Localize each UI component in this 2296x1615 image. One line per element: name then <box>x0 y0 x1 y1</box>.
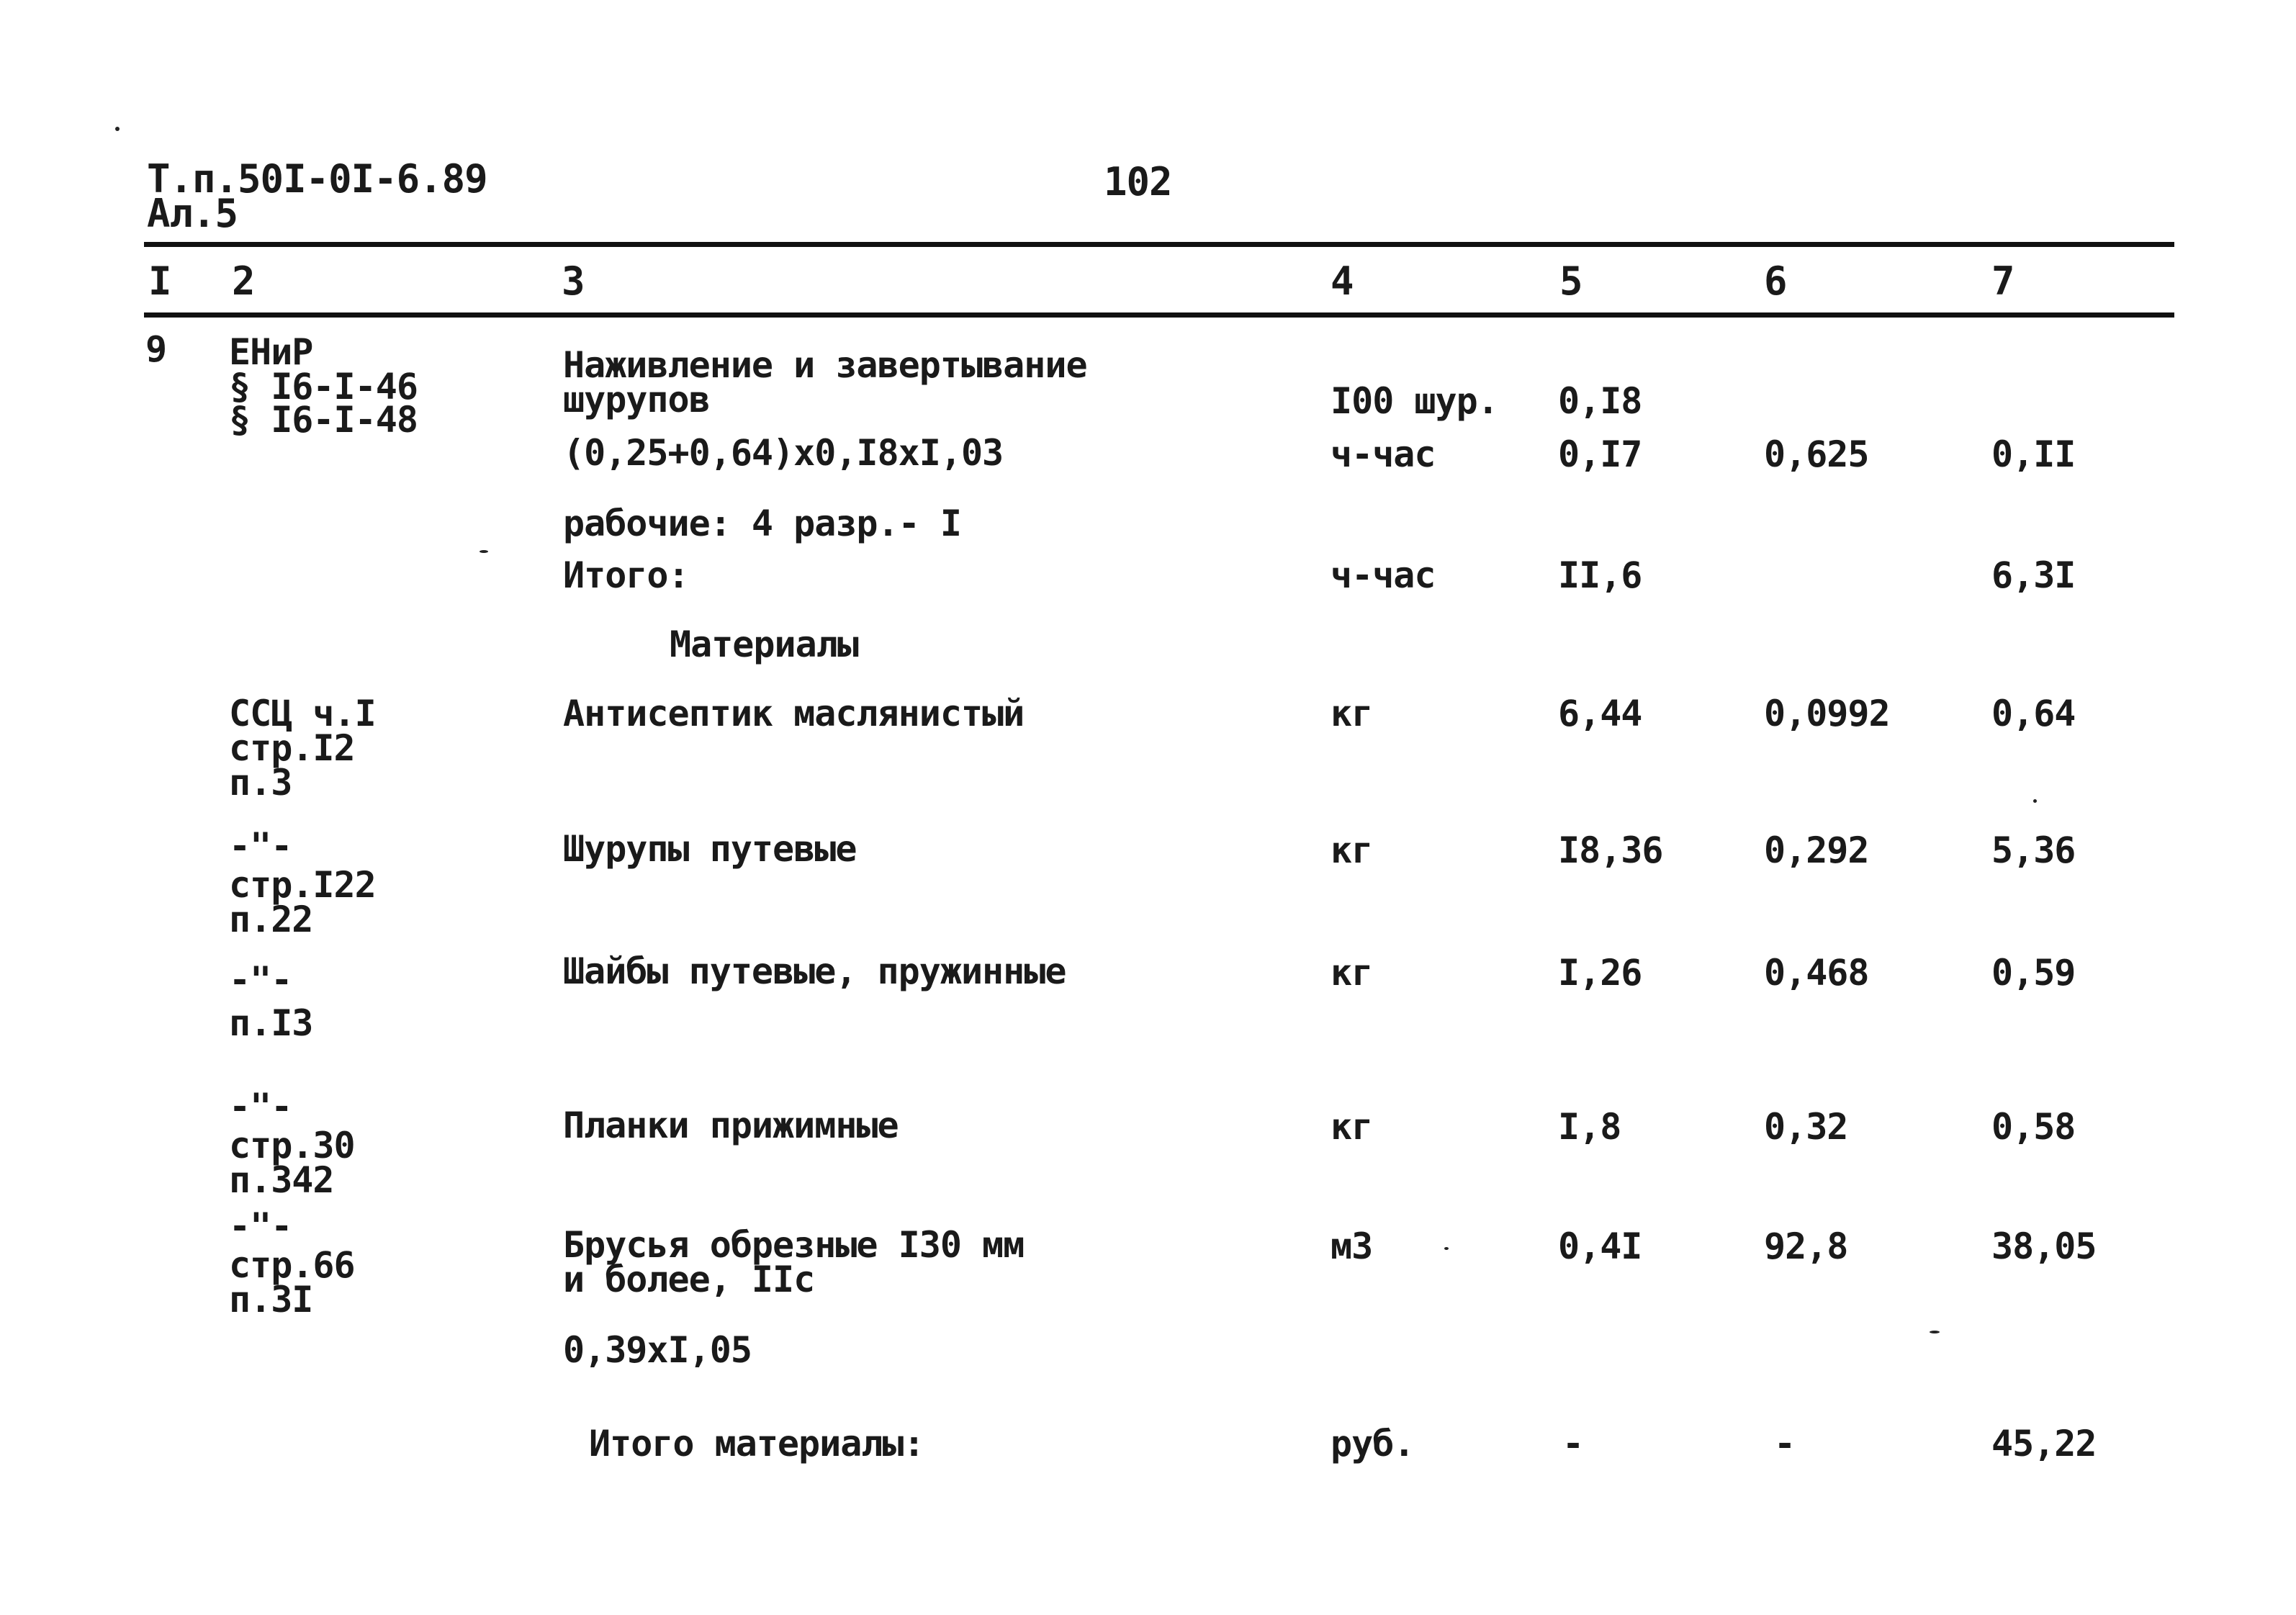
column-header-4: 4 <box>1331 258 1354 304</box>
total: 0,II <box>1991 433 2076 475</box>
scan-speck <box>115 127 120 131</box>
reference-line: -"- <box>229 1205 292 1247</box>
material-name: Планки прижимные <box>563 1105 899 1146</box>
total: 0,59 <box>1991 952 2076 994</box>
reference-line: -"- <box>229 825 292 867</box>
material-name: Шайбы путевые, пружинные <box>563 950 1066 992</box>
subtotal-label: Итого: <box>563 554 689 596</box>
total: 5,36 <box>1991 829 2076 871</box>
table-top-rule <box>144 242 2174 247</box>
unit: м3 <box>1331 1225 1373 1267</box>
unit: ч-час <box>1331 433 1436 475</box>
unit-price: 0,0992 <box>1764 693 1890 734</box>
quantity: I,8 <box>1558 1106 1621 1148</box>
scan-speck <box>480 550 488 553</box>
quantity: 0,4I <box>1558 1225 1642 1267</box>
material-name: и более, IIс <box>563 1259 815 1300</box>
quantity: 0,I8 <box>1558 380 1642 422</box>
document-code-line2: Ал.5 <box>147 191 238 236</box>
unit: руб. <box>1331 1423 1415 1465</box>
unit: кг <box>1331 952 1373 994</box>
unit: кг <box>1331 693 1373 734</box>
column-header-3: 3 <box>562 258 585 304</box>
scan-speck <box>2033 799 2037 803</box>
unit: I00 шур. <box>1331 380 1498 422</box>
total: 45,22 <box>1991 1423 2097 1465</box>
total: 38,05 <box>1991 1225 2097 1267</box>
table-header-rule <box>144 312 2174 318</box>
quantity: I8,36 <box>1558 829 1663 871</box>
column-header-5: 5 <box>1559 258 1583 304</box>
material-name: Шурупы путевые <box>563 828 857 870</box>
reference-line: -"- <box>229 1086 292 1128</box>
quantity: - <box>1562 1423 1584 1465</box>
unit-price: 92,8 <box>1764 1225 1848 1267</box>
unit: кг <box>1331 829 1373 871</box>
reference-line: § I6-I-46 <box>229 366 418 408</box>
material-name: Антисептик маслянистый <box>563 693 1025 734</box>
work-description: Наживление и завертывание <box>563 344 1087 386</box>
total: 0,58 <box>1991 1106 2076 1148</box>
section-heading: Материалы <box>670 624 858 665</box>
formula: 0,39хI,05 <box>563 1329 752 1371</box>
row-number: 9 <box>145 328 167 370</box>
column-header-1: I <box>148 258 171 304</box>
total: 0,64 <box>1991 693 2076 734</box>
reference-line: стр.66 <box>229 1244 355 1286</box>
workers-note: рабочие: 4 разр.- I <box>563 503 961 544</box>
unit-price: - <box>1774 1423 1796 1465</box>
quantity: II,6 <box>1558 554 1642 596</box>
unit: ч-час <box>1331 554 1436 596</box>
reference-line: п.342 <box>229 1159 334 1201</box>
column-header-7: 7 <box>1991 258 2014 304</box>
total: 6,3I <box>1991 554 2076 596</box>
reference-line: стр.I22 <box>229 864 376 906</box>
unit-price: 0,292 <box>1764 829 1869 871</box>
scan-speck <box>1444 1247 1449 1250</box>
reference-line: ССЦ ч.I <box>229 693 376 734</box>
page-number: 102 <box>1104 159 1172 204</box>
unit-price: 0,468 <box>1764 952 1869 994</box>
document-code-line1: Т.п.50I-0I-6.89 <box>147 156 487 202</box>
reference-line: п.22 <box>229 899 313 940</box>
reference-line: п.I3 <box>229 1002 313 1044</box>
column-header-2: 2 <box>232 258 255 304</box>
quantity: 6,44 <box>1558 693 1642 734</box>
quantity: I,26 <box>1558 952 1642 994</box>
reference-line: стр.I2 <box>229 727 355 769</box>
unit-price: 0,32 <box>1764 1106 1848 1148</box>
materials-total-label: Итого материалы: <box>589 1423 924 1465</box>
quantity: 0,I7 <box>1558 433 1642 475</box>
material-name: Брусья обрезные I30 мм <box>563 1224 1025 1266</box>
reference-line: § I6-I-48 <box>229 399 418 441</box>
column-header-6: 6 <box>1764 258 1787 304</box>
formula: (0,25+0,64)х0,I8хI,03 <box>563 432 1004 474</box>
scan-speck <box>1930 1331 1940 1333</box>
unit: кг <box>1331 1106 1373 1148</box>
reference-line: -"- <box>229 959 292 1001</box>
reference-line: п.3I <box>229 1279 313 1321</box>
work-description: шурупов <box>563 379 710 420</box>
reference-line: ЕНиР <box>229 331 313 373</box>
reference-line: стр.30 <box>229 1125 355 1166</box>
unit-price: 0,625 <box>1764 433 1869 475</box>
reference-line: п.3 <box>229 762 292 804</box>
